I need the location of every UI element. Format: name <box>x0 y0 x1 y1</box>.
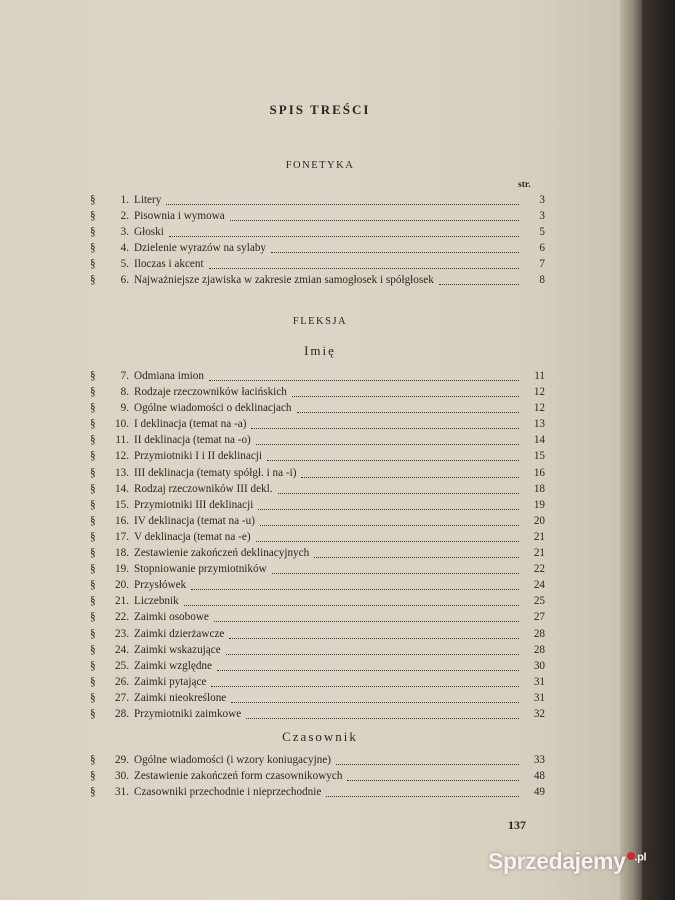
toc-list-imie <box>90 368 545 722</box>
dot-leader <box>347 764 519 781</box>
entry-page: 31 <box>533 691 545 704</box>
entry-label: Zaimki względne <box>134 659 212 672</box>
dot-leader <box>267 444 519 461</box>
dot-leader <box>278 477 519 494</box>
entry-label: Dzielenie wyrazów na sylaby <box>134 242 267 255</box>
entry-page: 8 <box>539 274 545 287</box>
entry-page: 33 <box>533 754 545 766</box>
entry-label: Odmiana imion <box>134 370 204 382</box>
watermark-suffix: .pl <box>634 851 647 864</box>
section-sign: § <box>90 579 96 592</box>
section-sign: § <box>90 754 96 766</box>
section-sign: § <box>90 274 96 287</box>
entry-page: 28 <box>533 627 545 640</box>
section-sign: § <box>90 194 96 206</box>
entry-page: 24 <box>533 579 545 592</box>
toc-list-czasownik <box>90 752 545 800</box>
section-sign: § <box>90 482 96 495</box>
entry-number: 24. <box>115 643 129 656</box>
book-spine <box>642 0 675 900</box>
dot-leader <box>214 605 519 622</box>
entry-label: Iloczas i akcent <box>134 258 204 271</box>
entry-label: Przymiotniki III deklinacji <box>134 498 254 511</box>
entry-number: 27. <box>115 691 129 704</box>
entry-number: 6. <box>120 274 129 287</box>
section-sign: § <box>90 643 96 656</box>
entry-number: 12. <box>115 450 129 463</box>
entry-page: 5 <box>539 226 545 239</box>
entry-page: 6 <box>539 242 545 255</box>
dot-leader <box>230 204 519 221</box>
entry-number: 26. <box>115 675 129 688</box>
entry-number: 28. <box>115 707 129 720</box>
dot-leader <box>229 622 519 639</box>
page-title: SPIS TREŚCI <box>269 102 371 117</box>
entry-label: V deklinacja (temat na -e) <box>134 530 251 543</box>
entry-page: 22 <box>533 563 545 576</box>
dot-leader <box>256 525 519 542</box>
entry-page: 16 <box>533 466 545 479</box>
section-heading-fleksja: FLEKSJA <box>292 316 348 327</box>
watermark-text: Sprzedajemy <box>488 848 626 874</box>
entry-label: Pisownia i wymowa <box>134 210 225 223</box>
section-sign: § <box>90 611 96 624</box>
dot-leader <box>231 686 519 703</box>
section-sign: § <box>90 530 96 543</box>
entry-number: 4. <box>120 242 129 255</box>
entry-number: 30. <box>115 770 129 783</box>
dot-leader <box>251 412 519 429</box>
section-sign: § <box>90 386 96 399</box>
dot-leader <box>336 748 519 765</box>
entry-page: 11 <box>534 370 545 382</box>
entry-number: 19. <box>115 563 129 576</box>
entry-page: 27 <box>533 611 545 624</box>
entry-page: 13 <box>533 418 545 431</box>
entry-label: Przymiotniki I i II deklinacji <box>134 450 263 463</box>
entry-label: Przysłówek <box>134 579 187 592</box>
section-sign: § <box>90 242 96 255</box>
section-heading-fonetyka: FONETYKA <box>285 160 355 171</box>
entry-label: Ogólne wiadomości o deklinacjach <box>134 402 292 415</box>
dot-leader <box>292 380 519 397</box>
entry-page: 21 <box>533 530 545 543</box>
entry-number: 15. <box>115 498 129 511</box>
section-sign: § <box>90 226 96 239</box>
page-number: 137 <box>508 818 526 832</box>
entry-number: 13. <box>115 466 129 479</box>
section-sign: § <box>90 418 96 431</box>
section-sign: § <box>90 595 96 608</box>
entry-page: 32 <box>533 707 545 720</box>
entry-label: Głoski <box>134 226 164 239</box>
dot-leader <box>256 428 519 445</box>
entry-page: 28 <box>533 643 545 656</box>
toc-entry <box>90 784 545 800</box>
entry-number: 17. <box>115 530 129 543</box>
entry-page: 15 <box>533 450 545 463</box>
entry-label: Czasowniki przechodnie i nieprzechodnie <box>134 786 322 799</box>
dot-leader <box>217 654 519 671</box>
entry-number: 7. <box>120 370 129 382</box>
entry-label: Najważniejsze zjawiska w zakresie zmian samogłosek i spółgłosek <box>134 274 434 287</box>
entry-number: 23. <box>115 627 129 640</box>
dot-leader <box>258 493 519 510</box>
entry-page: 14 <box>533 434 545 447</box>
entry-label: Rodzaj rzeczowników III dekl. <box>134 482 273 495</box>
entry-label: III deklinacja (tematy spółgł. i na -i) <box>134 466 297 479</box>
section-sign: § <box>90 434 96 447</box>
entry-page: 21 <box>533 547 545 560</box>
section-sign: § <box>90 691 96 704</box>
entry-number: 16. <box>115 514 129 527</box>
toc-entry <box>90 272 545 288</box>
entry-page: 49 <box>533 786 545 799</box>
section-sign: § <box>90 514 96 527</box>
section-sign: § <box>90 770 96 783</box>
entry-page: 31 <box>533 675 545 688</box>
dot-leader <box>211 670 519 687</box>
entry-number: 25. <box>115 659 129 672</box>
section-sign: § <box>90 547 96 560</box>
entry-label: Ogólne wiadomości (i wzory koniugacyjne) <box>134 754 331 766</box>
entry-number: 2. <box>120 210 129 223</box>
entry-label: Liczebnik <box>134 595 179 608</box>
entry-page: 12 <box>533 402 545 415</box>
entry-label: Zaimki nieokreślone <box>134 691 227 704</box>
section-sign: § <box>90 402 96 415</box>
entry-number: 9. <box>120 402 129 415</box>
entry-label: Zaimki pytające <box>134 675 207 688</box>
section-sign: § <box>90 659 96 672</box>
dot-leader <box>184 589 519 606</box>
dot-leader <box>326 780 519 797</box>
entry-number: 11. <box>115 434 129 447</box>
entry-label: Przymiotniki zaimkowe <box>134 707 242 720</box>
entry-page: 3 <box>539 210 545 223</box>
entry-label: Rodzaje rzeczowników łacińskich <box>134 386 287 399</box>
section-sign: § <box>90 786 96 799</box>
page-column-label: str. <box>518 180 531 190</box>
entry-number: 31. <box>115 786 129 799</box>
entry-page: 18 <box>533 482 545 495</box>
entry-label: IV deklinacja (temat na -u) <box>134 514 255 527</box>
section-sign: § <box>90 498 96 511</box>
subheading-czasownik: Czasownik <box>282 729 358 744</box>
dot-leader <box>314 541 519 558</box>
entry-page: 48 <box>533 770 545 783</box>
dot-leader <box>301 461 519 478</box>
page-edge <box>620 0 642 900</box>
entry-number: 29. <box>115 754 129 766</box>
entry-number: 14. <box>115 482 129 495</box>
section-sign: § <box>90 563 96 576</box>
section-sign: § <box>90 370 96 382</box>
entry-page: 19 <box>533 498 545 511</box>
entry-page: 30 <box>533 659 545 672</box>
entry-label: Zaimki wskazujące <box>134 643 221 656</box>
section-sign: § <box>90 466 96 479</box>
entry-label: Zestawienie zakończeń deklinacyjnych <box>134 547 310 560</box>
entry-label: Zaimki dzierżawcze <box>134 627 225 640</box>
entry-number: 5. <box>120 258 129 271</box>
entry-label: Litery <box>134 194 162 206</box>
dot-leader <box>260 509 519 526</box>
section-sign: § <box>90 450 96 463</box>
entry-label: I deklinacja (temat na -a) <box>134 418 247 431</box>
entry-number: 21. <box>115 595 129 608</box>
watermark-dot-icon <box>627 852 635 860</box>
dot-leader <box>169 220 519 237</box>
toc-entry <box>90 706 545 722</box>
entry-label: II deklinacja (temat na -o) <box>134 434 251 447</box>
entry-page: 3 <box>539 194 545 206</box>
entry-page: 12 <box>533 386 545 399</box>
subheading-imie: Imię <box>304 343 336 358</box>
section-sign: § <box>90 210 96 223</box>
dot-leader <box>439 268 519 285</box>
toc-list-fonetyka <box>90 192 545 289</box>
entry-number: 10. <box>115 418 129 431</box>
entry-number: 20. <box>115 579 129 592</box>
dot-leader <box>209 364 519 381</box>
dot-leader <box>271 236 519 253</box>
entry-page: 20 <box>533 514 545 527</box>
entry-number: 3. <box>120 226 129 239</box>
section-sign: § <box>90 258 96 271</box>
dot-leader <box>272 557 519 574</box>
sprzedajemy-watermark-logo <box>488 848 646 875</box>
dot-leader <box>246 702 519 719</box>
entry-number: 18. <box>115 547 129 560</box>
entry-page: 7 <box>539 258 545 271</box>
section-sign: § <box>90 707 96 720</box>
dot-leader <box>191 573 519 590</box>
dot-leader <box>226 638 519 655</box>
entry-number: 22. <box>115 611 129 624</box>
entry-label: Zaimki osobowe <box>134 611 209 624</box>
entry-label: Zestawienie zakończeń form czasownikowych <box>134 770 343 783</box>
dot-leader <box>166 188 519 205</box>
section-sign: § <box>90 627 96 640</box>
entry-number: 1. <box>120 194 129 206</box>
entry-label: Stopniowanie przymiotników <box>134 563 267 576</box>
dot-leader <box>209 252 519 269</box>
entry-page: 25 <box>533 595 545 608</box>
entry-number: 8. <box>120 386 129 399</box>
section-sign: § <box>90 675 96 688</box>
dot-leader <box>297 396 519 413</box>
